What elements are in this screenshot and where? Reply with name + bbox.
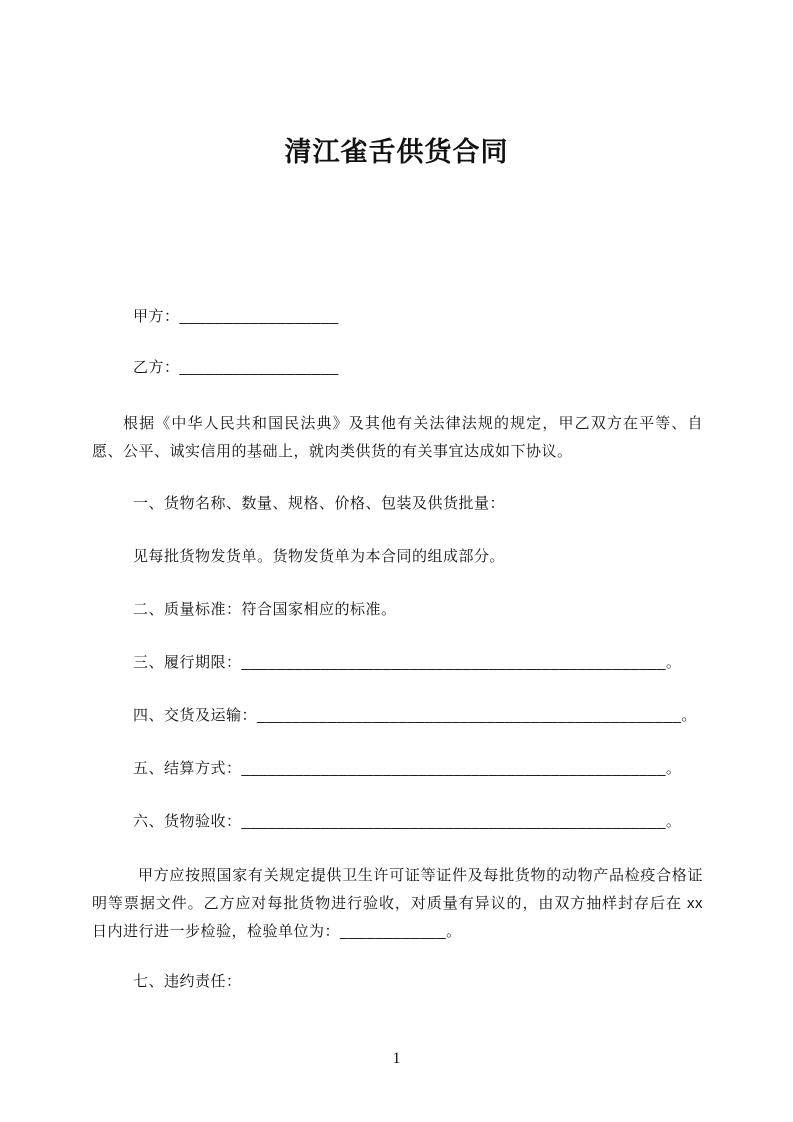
preamble-paragraph: 根据《中华人民共和国民法典》及其他有关法律法规的规定，甲乙双方在平等、自愿、公平、诚实信用的基础上，就肉类供货的有关事宜达成如下协议。 [92, 415, 703, 460]
page-number: 1 [392, 1050, 401, 1067]
clause-6-goods-acceptance: 六、货物验收：________________________________________________。 [133, 813, 682, 830]
clause-3-performance-period: 三、履行期限：________________________________________________。 [133, 654, 682, 671]
clause-1-note: 见每批货物发货单。货物发货单为本合同的组成部分。 [133, 548, 506, 565]
clause-7-breach-liability-heading: 七、违约责任： [133, 973, 242, 990]
clause-2-quality-standard: 二、质量标准：符合国家相应的标准。 [133, 601, 397, 618]
document-title: 清江雀舌供货合同 [284, 137, 509, 167]
inspection-clause-paragraph: 甲方应按照国家有关规定提供卫生许可证等证件及每批货物的动物产品检疫合格证明等票据文件。乙方应对每批货物进行验收，对质量有异议的，由双方抽样封存后在 xx 日内进行进一步检验，检验单位为：____________。 [92, 867, 703, 940]
clause-4-delivery-transport: 四、交货及运输：________________________________________________。 [133, 707, 697, 724]
party-b-line: 乙方：__________________ [133, 359, 339, 376]
party-a-line: 甲方：__________________ [133, 308, 339, 325]
clause-1-heading: 一、货物名称、数量、规格、价格、包装及供货批量： [133, 495, 506, 512]
clause-5-settlement-method: 五、结算方式：________________________________________________。 [133, 760, 682, 777]
